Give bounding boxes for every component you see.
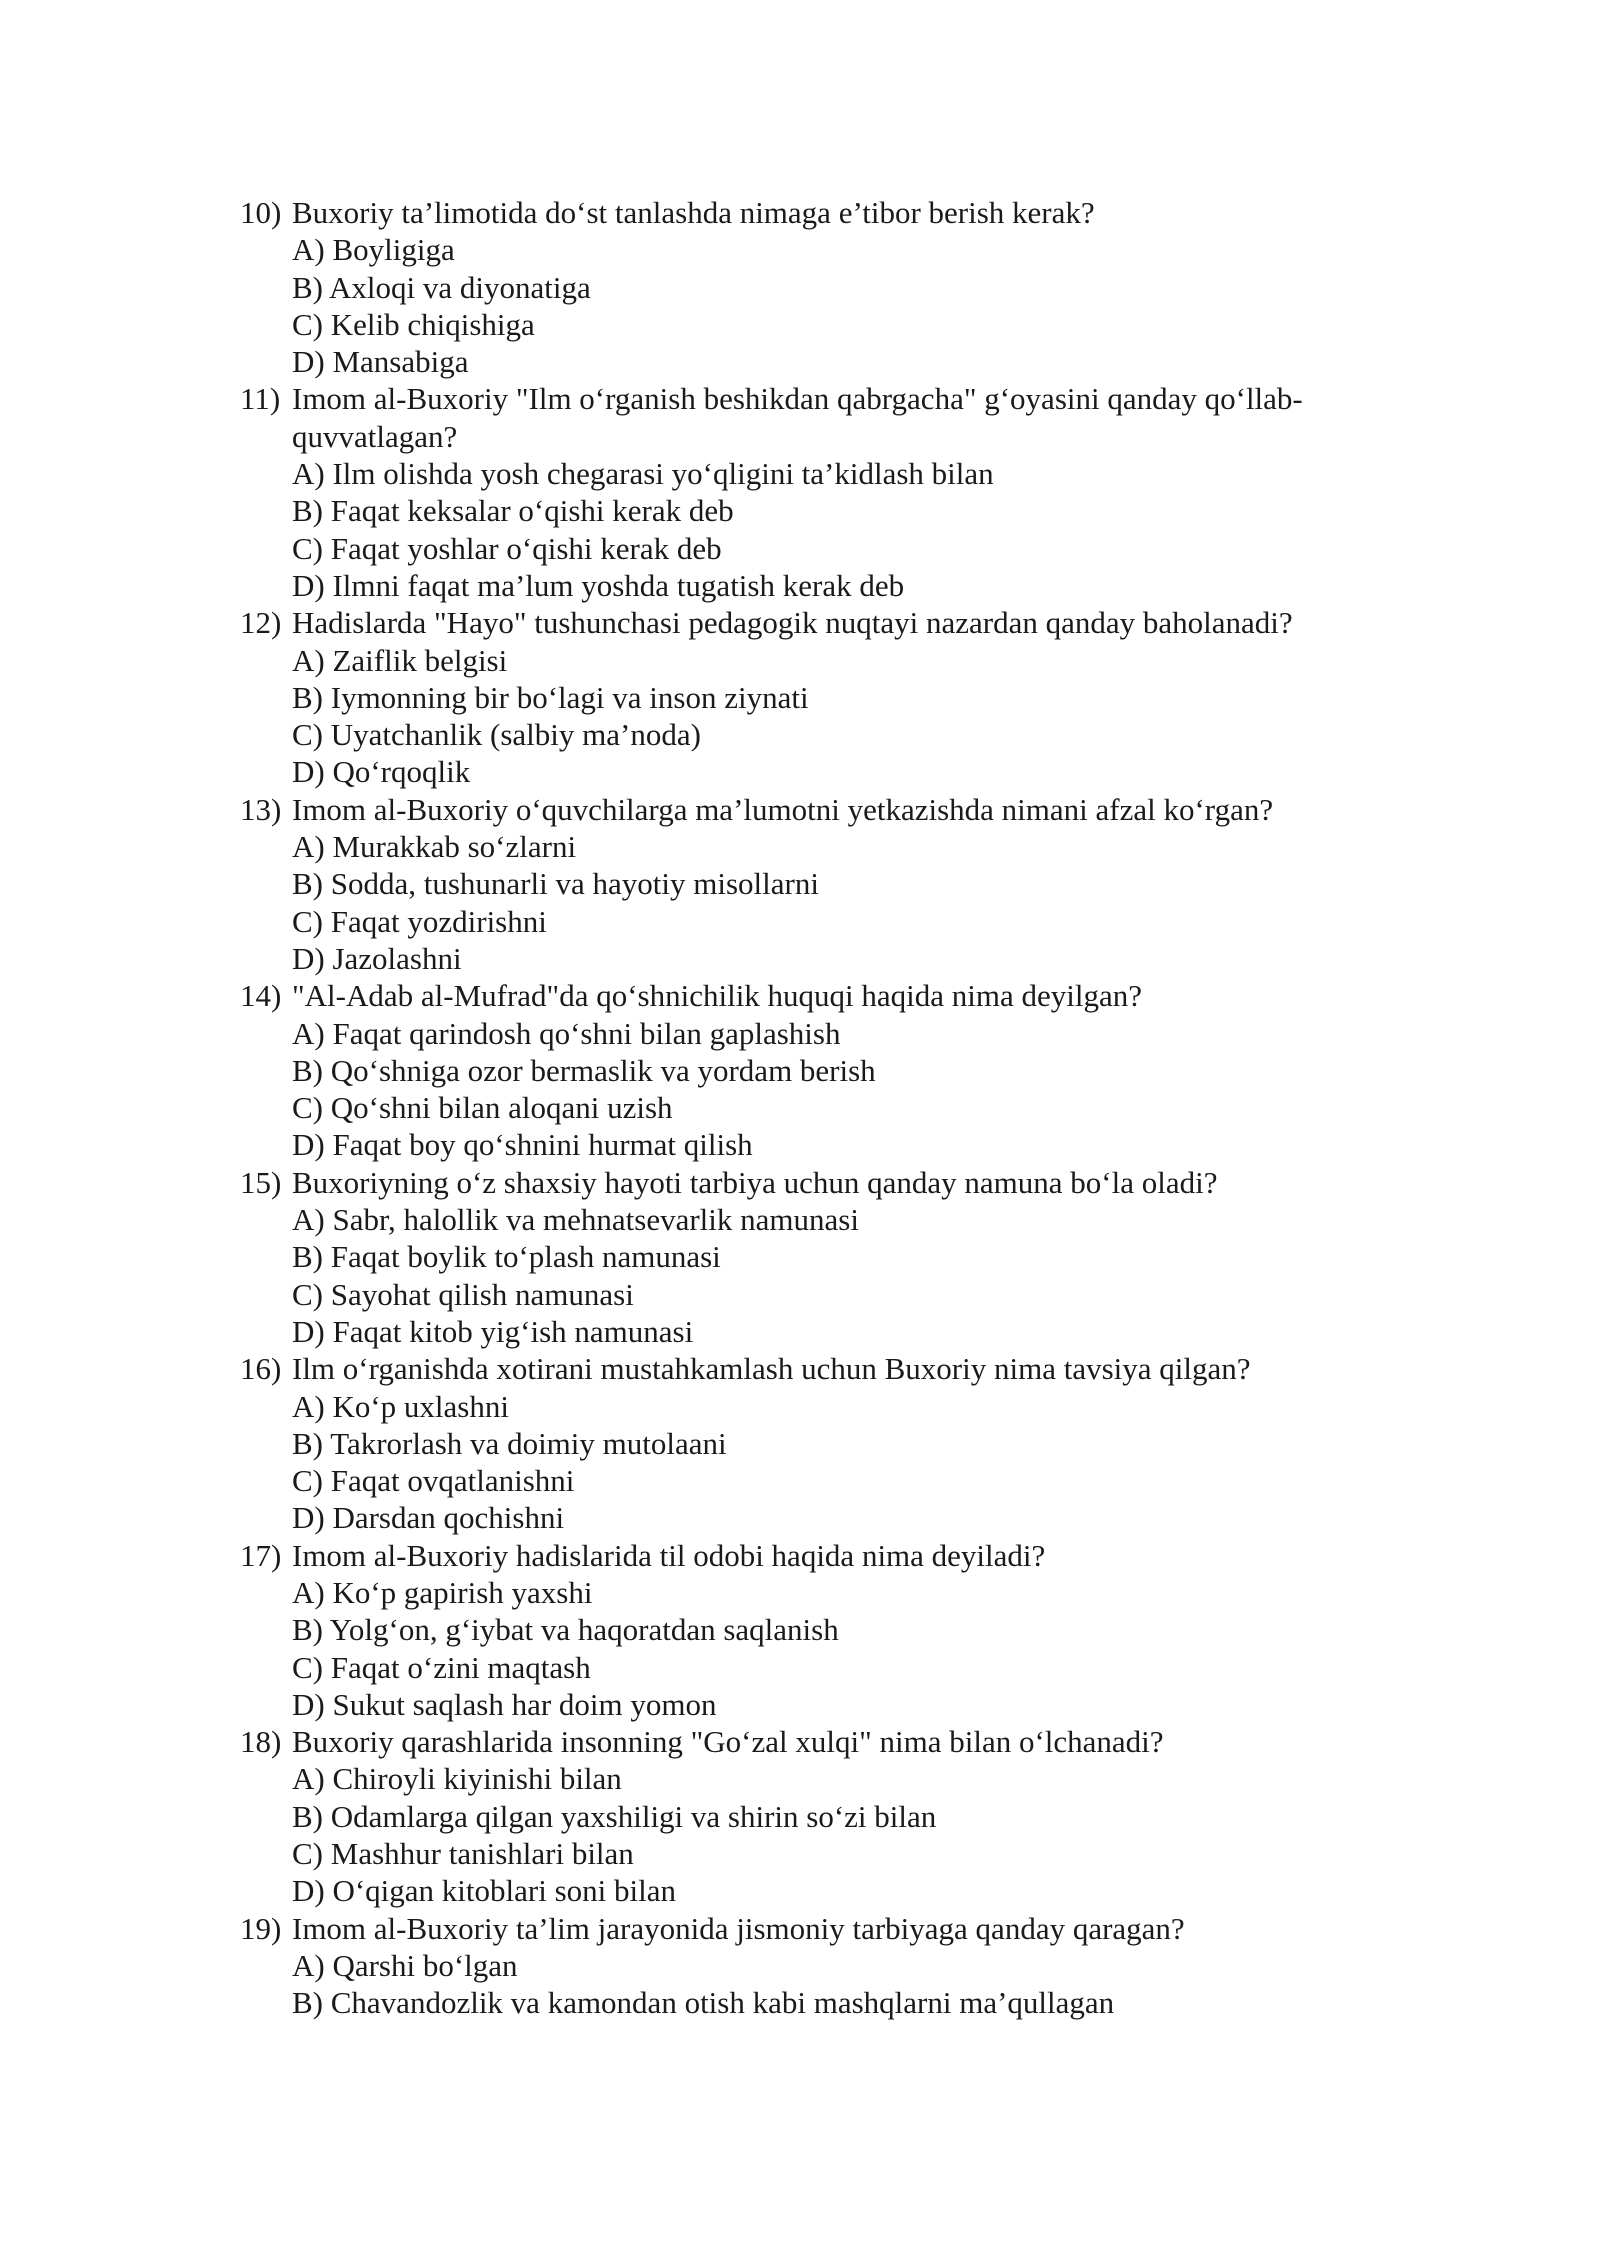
answer-option: C) Sayohat qilish namunasi [292,1276,634,1312]
question-item [240,1910,1370,2022]
answer-option: A) Ilm olishda yosh chegarasi yo‘qligini ta’kidlash bilan [292,456,994,492]
answer-option: D) Ilmni faqat ma’lum yoshda tugatish kerak deb [292,567,905,603]
answer-option: C) Qo‘shni bilan aloqani uzish [292,1090,673,1126]
answer-option: A) Ko‘p gapirish yaxshi [292,1574,593,1610]
question-body [292,194,1370,380]
question-text: Imom al-Buxoriy ta’lim jarayonida jismoniy tarbiyaga qanday qaragan? [292,1910,1185,1946]
question-text: Imom al-Buxoriy "Ilm o‘rganish beshikdan qabrgacha" g‘oyasini qanday qo‘llab-quvvatlagan? [292,381,1303,454]
answer-option: B) Qo‘shniga ozor bermaslik va yordam berish [292,1052,876,1088]
answer-option: D) Jazolashni [292,940,462,976]
answer-option: B) Chavandozlik va kamondan otish kabi mashqlarni ma’qullagan [292,1985,1115,2021]
question-text: Buxoriy ta’limotida do‘st tanlashda nimaga e’tibor berish kerak? [292,195,1095,230]
question-number: 13) [240,791,282,827]
question-body [292,380,1370,604]
answer-option: D) Darsdan qochishni [292,1500,565,1536]
answer-option: D) Faqat boy qo‘shnini hurmat qilish [292,1127,753,1163]
answer-option: D) O‘qigan kitoblari soni bilan [292,1873,676,1909]
question-number: 18) [240,1724,282,1760]
answer-option: B) Yolg‘on, g‘iybat va haqoratdan saqlanish [292,1612,839,1648]
question-body [292,791,1370,977]
question-body [292,1537,1370,1723]
answer-option: B) Faqat keksalar o‘qishi kerak deb [292,493,734,529]
question-text: Imom al-Buxoriy hadislarida til odobi haqida nima deyiladi? [292,1537,1046,1573]
answer-option: A) Zaiflik belgisi [292,642,508,678]
question-text: "Al-Adab al-Mufrad"da qo‘shnichilik huquqi haqida nima deyilgan? [292,978,1143,1014]
answer-option: D) Mansabiga [292,344,469,380]
question-item [240,380,1370,604]
answer-option: B) Iymonning bir bo‘lagi va inson ziynati [292,679,809,715]
question-number: 16) [240,1351,282,1387]
question-item [240,604,1370,790]
answer-option: D) Sukut saqlash har doim yomon [292,1686,717,1722]
question-list [240,194,1370,2022]
question-number: 11) [240,381,281,417]
question-text: Buxoriy qarashlarida insonning "Go‘zal xulqi" nima bilan o‘lchanadi? [292,1724,1164,1760]
answer-option: B) Axloqi va diyonatiga [292,269,591,305]
question-item [240,1537,1370,1723]
question-item [240,194,1370,380]
question-text: Ilm o‘rganishda xotirani mustahkamlash uchun Buxoriy nima tavsiya qilgan? [292,1351,1251,1387]
question-body [292,604,1370,790]
question-number: 17) [240,1537,282,1573]
question-number: 14) [240,978,282,1014]
question-item [240,1164,1370,1350]
answer-option: A) Sabr, halollik va mehnatsevarlik namunasi [292,1202,859,1238]
answer-option: B) Takrorlash va doimiy mutolaani [292,1425,727,1461]
question-body [292,1723,1370,1909]
answer-option: C) Faqat yoshlar o‘qishi kerak deb [292,530,722,566]
question-body [292,1164,1370,1350]
answer-option: C) Uyatchanlik (salbiy ma’noda) [292,717,701,753]
question-item [240,1350,1370,1536]
answer-option: A) Ko‘p uxlashni [292,1388,509,1424]
question-text: Hadislarda "Hayo" tushunchasi pedagogik nuqtayi nazardan qanday baholanadi? [292,605,1293,641]
answer-option: C) Faqat yozdirishni [292,903,547,939]
answer-option: A) Faqat qarindosh qo‘shni bilan gaplashish [292,1015,841,1051]
question-body [292,1910,1370,2022]
answer-option: C) Faqat o‘zini maqtash [292,1649,591,1685]
question-number: 15) [240,1164,282,1200]
answer-option: A) Boyligiga [292,232,455,268]
answer-option: D) Qo‘rqoqlik [292,754,471,790]
question-text: Buxoriyning o‘z shaxsiy hayoti tarbiya uchun qanday namuna bo‘la oladi? [292,1164,1218,1200]
answer-option: C) Kelib chiqishiga [292,306,535,342]
question-number: 10) [240,195,282,230]
question-item [240,791,1370,977]
answer-option: A) Chiroyli kiyinishi bilan [292,1761,622,1797]
answer-option: A) Qarshi bo‘lgan [292,1947,518,1983]
answer-option: A) Murakkab so‘zlarni [292,829,577,865]
question-number: 19) [240,1910,282,1946]
question-body [292,977,1370,1163]
question-text: Imom al-Buxoriy o‘quvchilarga ma’lumotni yetkazishda nimani afzal ko‘rgan? [292,791,1274,827]
answer-option: C) Faqat ovqatlanishni [292,1463,575,1499]
answer-option: B) Sodda, tushunarli va hayotiy misollarni [292,866,819,902]
question-number: 12) [240,605,282,641]
answer-option: B) Faqat boylik to‘plash namunasi [292,1239,721,1275]
question-body [292,1350,1370,1536]
question-item [240,1723,1370,1909]
answer-option: B) Odamlarga qilgan yaxshiligi va shirin so‘zi bilan [292,1798,937,1834]
answer-option: D) Faqat kitob yig‘ish namunasi [292,1313,694,1349]
answer-option: C) Mashhur tanishlari bilan [292,1836,634,1872]
question-item [240,977,1370,1163]
